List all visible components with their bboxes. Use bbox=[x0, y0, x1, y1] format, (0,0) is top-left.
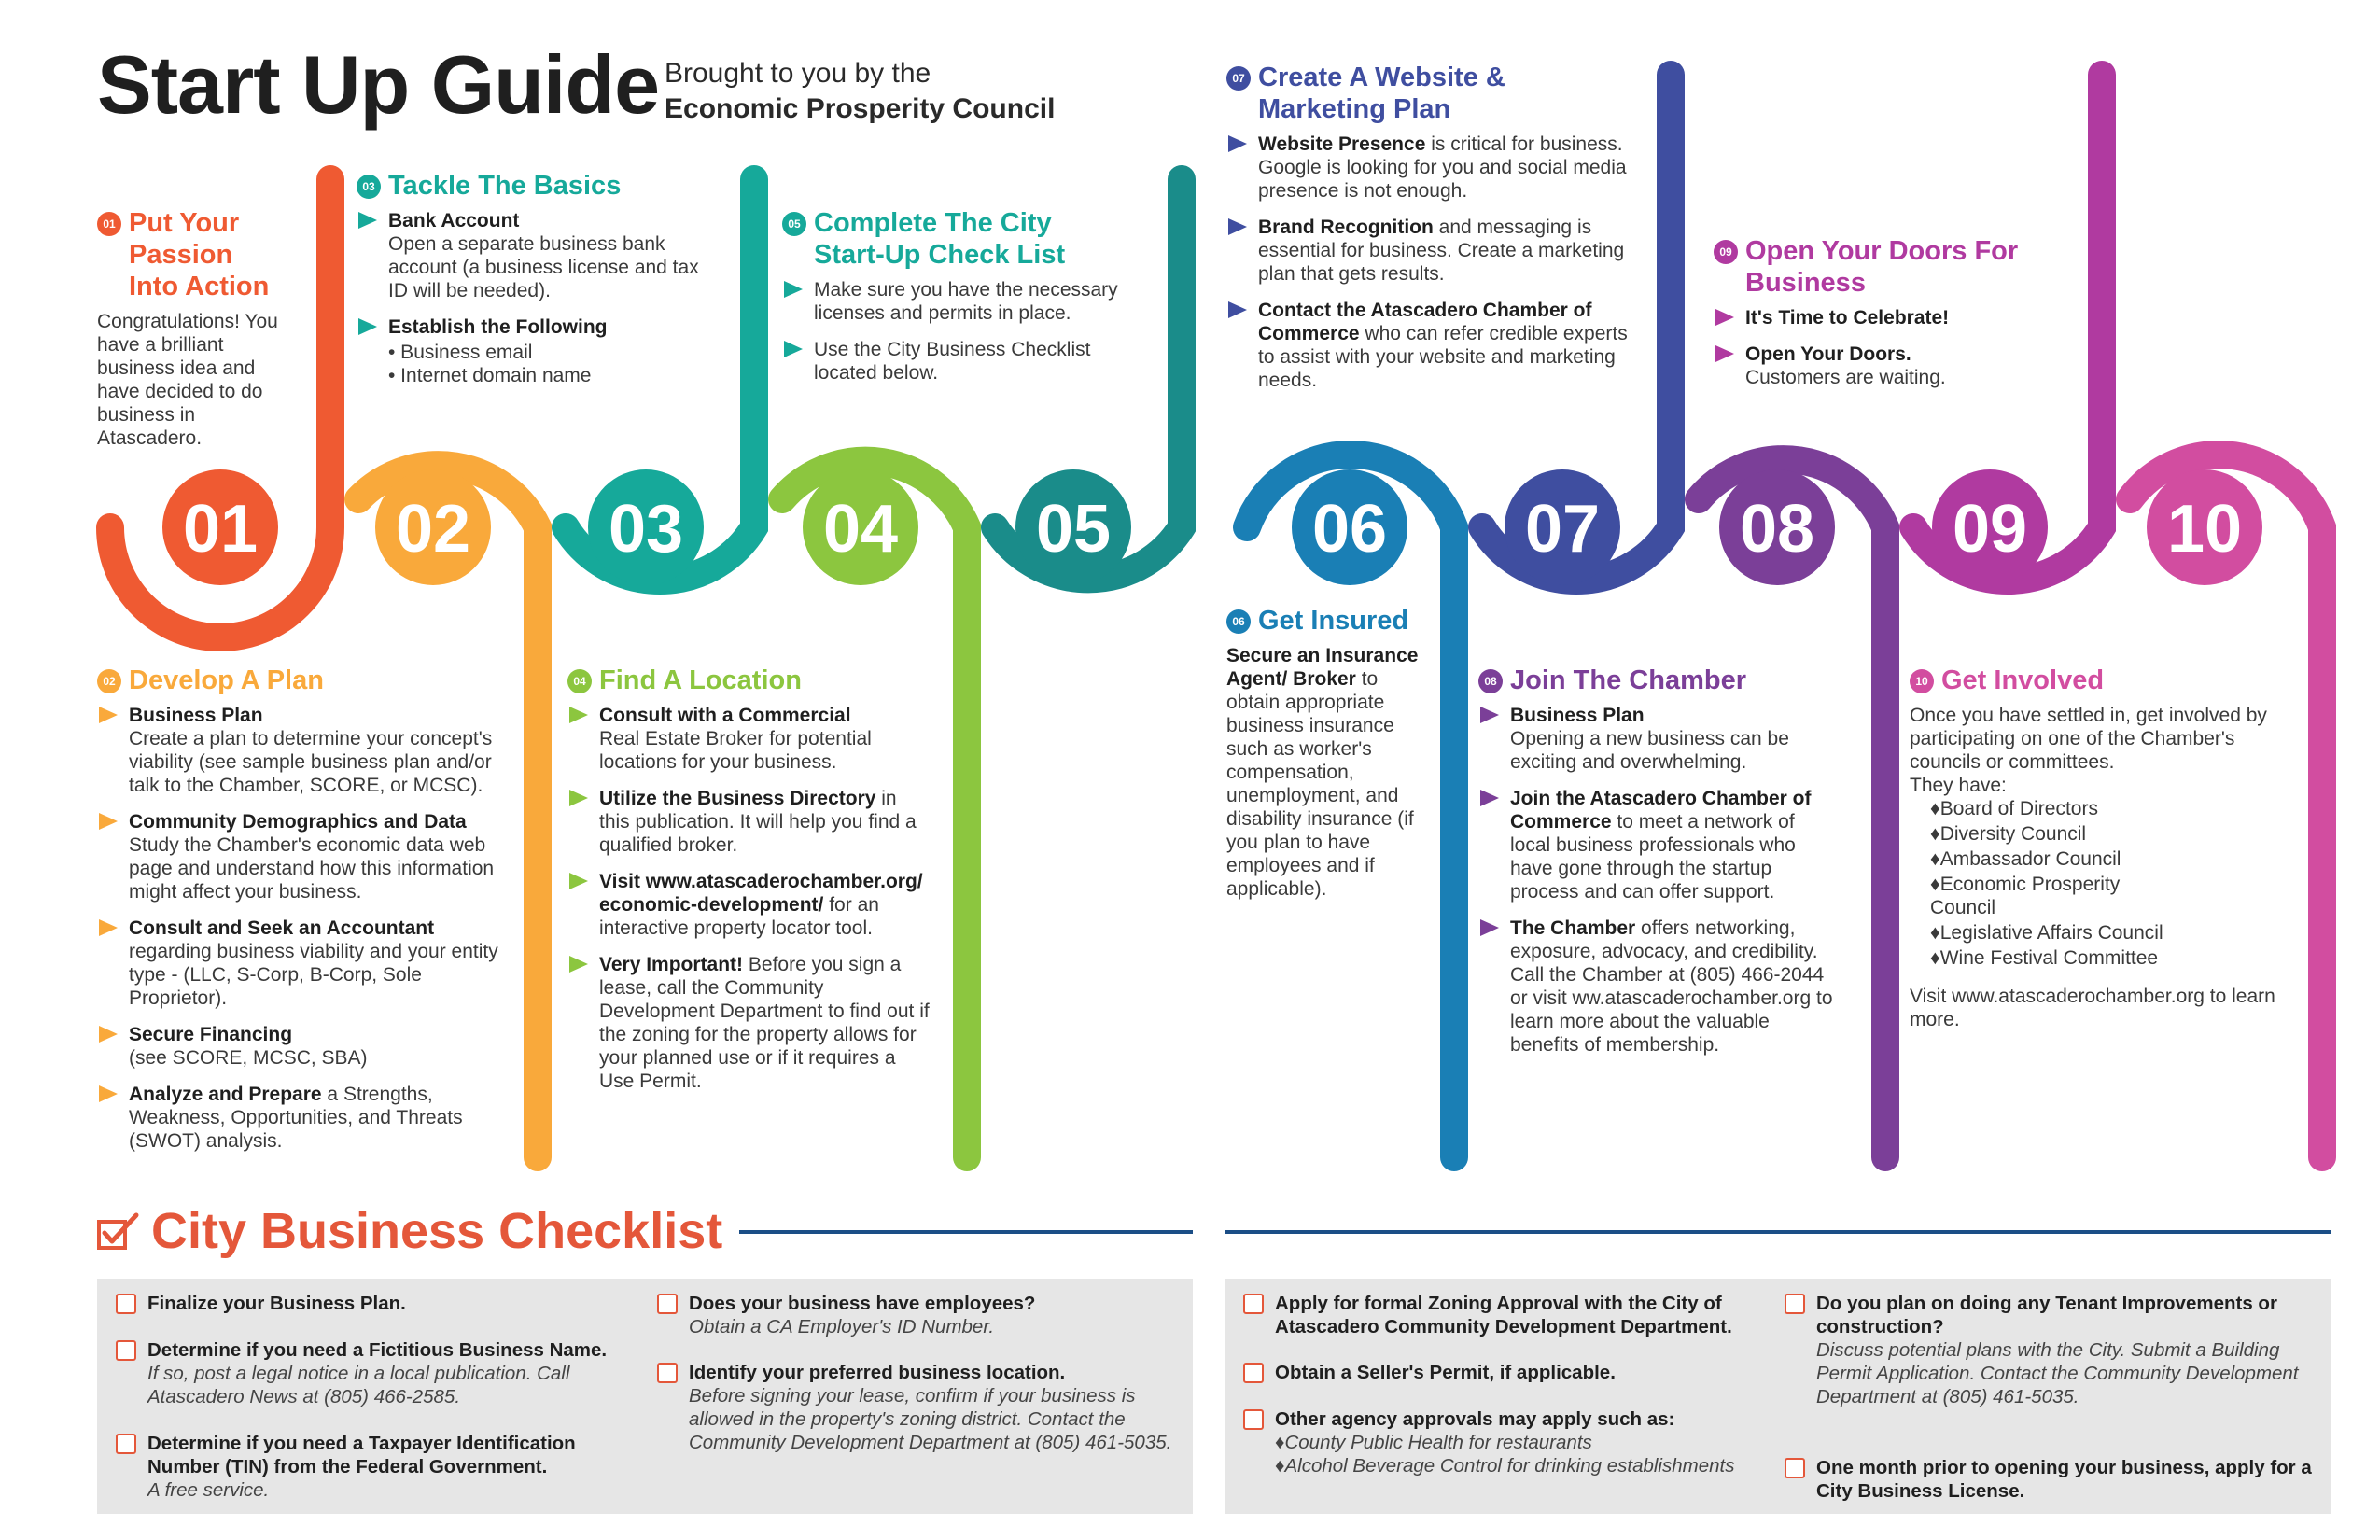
section-title: Open Your Doors For Business bbox=[1745, 236, 2019, 298]
section-02 bbox=[97, 665, 517, 1166]
section-07 bbox=[1226, 62, 1637, 405]
checkbox[interactable] bbox=[1785, 1294, 1805, 1314]
step-number-04: 04 bbox=[822, 492, 899, 567]
subtitle-line-2: Economic Prosperity Council bbox=[665, 93, 1056, 124]
list-item: Open Your Doors. Customers are waiting. bbox=[1714, 343, 2068, 389]
list-item: ♦Ambassador Council bbox=[1930, 848, 2121, 870]
section-title: Get Insured bbox=[1258, 606, 1409, 636]
section-title: Get Involved bbox=[1941, 665, 2105, 695]
checklist-item[interactable]: Apply for formal Zoning Approval with the City of Atascadero Community Development Department. bbox=[1243, 1292, 1785, 1338]
list-item: ♦Economic Prosperity Council bbox=[1930, 874, 2121, 918]
checkbox[interactable] bbox=[116, 1434, 136, 1454]
section-title: Develop A Plan bbox=[129, 665, 324, 695]
section-title: Put Your Passion Into Action bbox=[129, 208, 270, 301]
step-number-06: 06 bbox=[1311, 492, 1388, 567]
arrow-icon bbox=[1228, 301, 1247, 318]
arrow-icon bbox=[1715, 345, 1734, 362]
step-number-07: 07 bbox=[1524, 492, 1601, 567]
arrow-icon bbox=[569, 956, 588, 973]
section-they-have: They have: bbox=[1910, 775, 2007, 796]
list-item: Business Plan Opening a new business can be exciting and overwhelming. bbox=[1478, 704, 1833, 774]
arrow-icon bbox=[784, 281, 803, 298]
section-10 bbox=[1910, 665, 2283, 1031]
arrow-icon bbox=[1715, 309, 1734, 326]
section-badge: 09 bbox=[1714, 240, 1738, 264]
list-item: ♦Legislative Affairs Council bbox=[1930, 922, 2163, 944]
section-06 bbox=[1226, 605, 1432, 901]
arrow-icon bbox=[1480, 707, 1499, 723]
section-badge: 03 bbox=[357, 175, 381, 199]
step-number-01: 01 bbox=[182, 492, 259, 567]
section-text: to obtain appropriate business insurance such as worker's compensation, unemployment, and disability insurance (if you plan to have employees and if applicable). bbox=[1226, 668, 1414, 900]
checklist-item[interactable]: Finalize your Business Plan. bbox=[116, 1292, 620, 1315]
checklist-item[interactable]: Identify your preferred business location. Before signing your lease, confirm if your business is allowed in the property's zoning district. Contact the Community Development Department at (805) 461-5035. bbox=[657, 1361, 1180, 1454]
checklist-title: City Business Checklist bbox=[151, 1203, 723, 1259]
arrow-icon bbox=[1228, 135, 1247, 152]
list-item: Secure Financing (see SCORE, MCSC, SBA) bbox=[97, 1023, 517, 1070]
list-item: Consult with a Commercial Real Estate Broker for potential locations for your business. bbox=[567, 704, 931, 774]
arrow-icon bbox=[99, 1085, 118, 1102]
arrow-icon bbox=[99, 919, 118, 936]
divider-line bbox=[1225, 1230, 2331, 1234]
section-08 bbox=[1478, 665, 1833, 1070]
list-item: Website Presence is critical for business. Google is looking for you and social media presence is not enough. bbox=[1226, 133, 1637, 203]
section-text: Congratulations! You have a brilliant business idea and have decided to do business in Atascadero. bbox=[97, 311, 278, 449]
list-item: Analyze and Prepare a Strengths, Weakness, Opportunities, and Threats (SWOT) analysis. bbox=[97, 1083, 517, 1153]
arrow-icon bbox=[569, 790, 588, 806]
step-number-05: 05 bbox=[1035, 492, 1112, 567]
checklist-item[interactable]: One month prior to opening your business, apply for a City Business License. bbox=[1785, 1456, 2317, 1503]
checklist-item[interactable]: Does your business have employees? Obtain a CA Employer's ID Number. bbox=[657, 1292, 1180, 1338]
list-item: It's Time to Celebrate! bbox=[1714, 306, 2068, 329]
section-09 bbox=[1714, 235, 2068, 402]
subtitle-line-1: Brought to you by the bbox=[665, 58, 931, 89]
list-item: The Chamber offers networking, exposure, advocacy, and credibility. Call the Chamber at (805) 466-2044 or visit ww.atascaderochamber.org to learn more about the valuable benefits of membership. bbox=[1478, 917, 1833, 1057]
checklist-item[interactable]: Other agency approvals may apply such as: ♦County Public Health for restaurants ♦Alcohol Beverage Control for drinking establishments bbox=[1243, 1407, 1785, 1477]
section-badge: 10 bbox=[1910, 669, 1934, 693]
checkbox-check-icon bbox=[97, 1212, 140, 1250]
section-badge: 07 bbox=[1226, 66, 1251, 91]
list-item: Contact the Atascadero Chamber of Commerce who can refer credible experts to assist with your website and marketing needs. bbox=[1226, 299, 1637, 392]
checkbox[interactable] bbox=[1243, 1363, 1264, 1383]
checklist-item[interactable]: Determine if you need a Fictitious Business Name. If so, post a legal notice in a local publication. Call Atascadero News at (805) 466-2585. bbox=[116, 1338, 620, 1408]
checkbox[interactable] bbox=[1243, 1409, 1264, 1430]
step-number-08: 08 bbox=[1739, 492, 1815, 567]
checkbox[interactable] bbox=[657, 1294, 678, 1314]
section-badge: 05 bbox=[782, 212, 806, 236]
section-05 bbox=[782, 207, 1155, 398]
section-title: Join The Chamber bbox=[1510, 665, 1746, 695]
checklist-heading bbox=[97, 1202, 722, 1260]
section-title: Create A Website & Marketing Plan bbox=[1258, 63, 1505, 124]
checkbox[interactable] bbox=[1243, 1294, 1264, 1314]
checklist-item[interactable]: Do you plan on doing any Tenant Improvements or construction? Discuss potential plans with the City. Submit a Building Permit Application. Contact the Community Development Department at (805) 461-5035. bbox=[1785, 1292, 2317, 1408]
step-number-10: 10 bbox=[2166, 492, 2243, 567]
section-lead: Secure an Insurance Agent/ Broker bbox=[1226, 645, 1419, 690]
arrow-icon bbox=[1480, 790, 1499, 806]
arrow-icon bbox=[358, 212, 377, 229]
sub-item: • Business email bbox=[388, 342, 533, 363]
section-03 bbox=[357, 170, 711, 400]
step-number-09: 09 bbox=[1952, 492, 2028, 567]
section-title: Tackle The Basics bbox=[388, 171, 622, 201]
checkbox[interactable] bbox=[116, 1294, 136, 1314]
list-item: Brand Recognition and messaging is essential for business. Create a marketing plan that gets results. bbox=[1226, 216, 1637, 286]
step-number-02: 02 bbox=[395, 492, 471, 567]
section-badge: 02 bbox=[97, 669, 121, 693]
list-item: Visit www.atascaderochamber.org/economic-development/ for an interactive property locator tool. bbox=[567, 870, 931, 940]
step-number-03: 03 bbox=[608, 492, 684, 567]
list-item: Community Demographics and Data Study the Chamber's economic data web page and understand how this information might affect your business. bbox=[97, 810, 517, 903]
list-item: ♦Diversity Council bbox=[1930, 823, 2087, 845]
arrow-icon bbox=[569, 707, 588, 723]
list-item: ♦Wine Festival Committee bbox=[1930, 947, 2159, 969]
checklist-item[interactable]: Determine if you need a Taxpayer Identification Number (TIN) from the Federal Government. A free service. bbox=[116, 1432, 620, 1502]
list-item: Make sure you have the necessary licenses and permits in place. bbox=[782, 278, 1155, 325]
divider-line bbox=[739, 1230, 1193, 1234]
arrow-icon bbox=[1228, 218, 1247, 235]
section-badge: 08 bbox=[1478, 669, 1503, 693]
section-01 bbox=[97, 207, 284, 450]
sub-item: • Internet domain name bbox=[388, 365, 592, 386]
list-item: Utilize the Business Directory in this publication. It will help you find a qualified broker. bbox=[567, 787, 931, 857]
arrow-icon bbox=[1480, 919, 1499, 936]
arrow-icon bbox=[99, 813, 118, 830]
section-badge: 06 bbox=[1226, 609, 1251, 634]
section-04 bbox=[567, 665, 931, 1106]
section-badge: 04 bbox=[567, 669, 592, 693]
page-title: Start Up Guide bbox=[97, 38, 660, 131]
section-outro: Visit www.atascaderochamber.org to learn more. bbox=[1910, 986, 2275, 1030]
arrow-icon bbox=[784, 341, 803, 357]
list-item: Very Important! Before you sign a lease, call the Community Development Department to find out if the zoning for the property allows for your planned use or if it requires a Use Permit. bbox=[567, 953, 931, 1093]
section-badge: 01 bbox=[97, 212, 121, 236]
list-item: ♦Board of Directors bbox=[1930, 798, 2098, 819]
arrow-icon bbox=[358, 318, 377, 335]
arrow-icon bbox=[569, 873, 588, 889]
section-title: Find A Location bbox=[599, 665, 802, 695]
arrow-icon bbox=[99, 1026, 118, 1043]
list-item: Business Plan Create a plan to determine your concept's viability (see sample business plan and/or talk to the Chamber, SCORE, or MCSC). bbox=[97, 704, 517, 797]
list-item: Use the City Business Checklist located below. bbox=[782, 338, 1155, 385]
checklist-item[interactable]: Obtain a Seller's Permit, if applicable. bbox=[1243, 1361, 1785, 1384]
checkbox[interactable] bbox=[1785, 1458, 1805, 1478]
section-intro: Once you have settled in, get involved by participating on one of the Chamber's councils or committees. bbox=[1910, 705, 2267, 773]
list-item: Bank Account Open a separate business bank account (a business license and tax ID will be needed). bbox=[357, 209, 711, 302]
list-item: Establish the Following • Business email • Internet domain name bbox=[357, 315, 711, 387]
section-title: Complete The City Start-Up Check List bbox=[814, 208, 1066, 270]
arrow-icon bbox=[99, 707, 118, 723]
checkbox[interactable] bbox=[116, 1340, 136, 1361]
checkbox[interactable] bbox=[657, 1363, 678, 1383]
list-item: Join the Atascadero Chamber of Commerce to meet a network of local business professionals who have gone through the startup process and can offer support. bbox=[1478, 787, 1833, 903]
list-item: Consult and Seek an Accountant regarding business viability and your entity type - (LLC, S-Corp, B-Corp, Sole Proprietor). bbox=[97, 917, 517, 1010]
